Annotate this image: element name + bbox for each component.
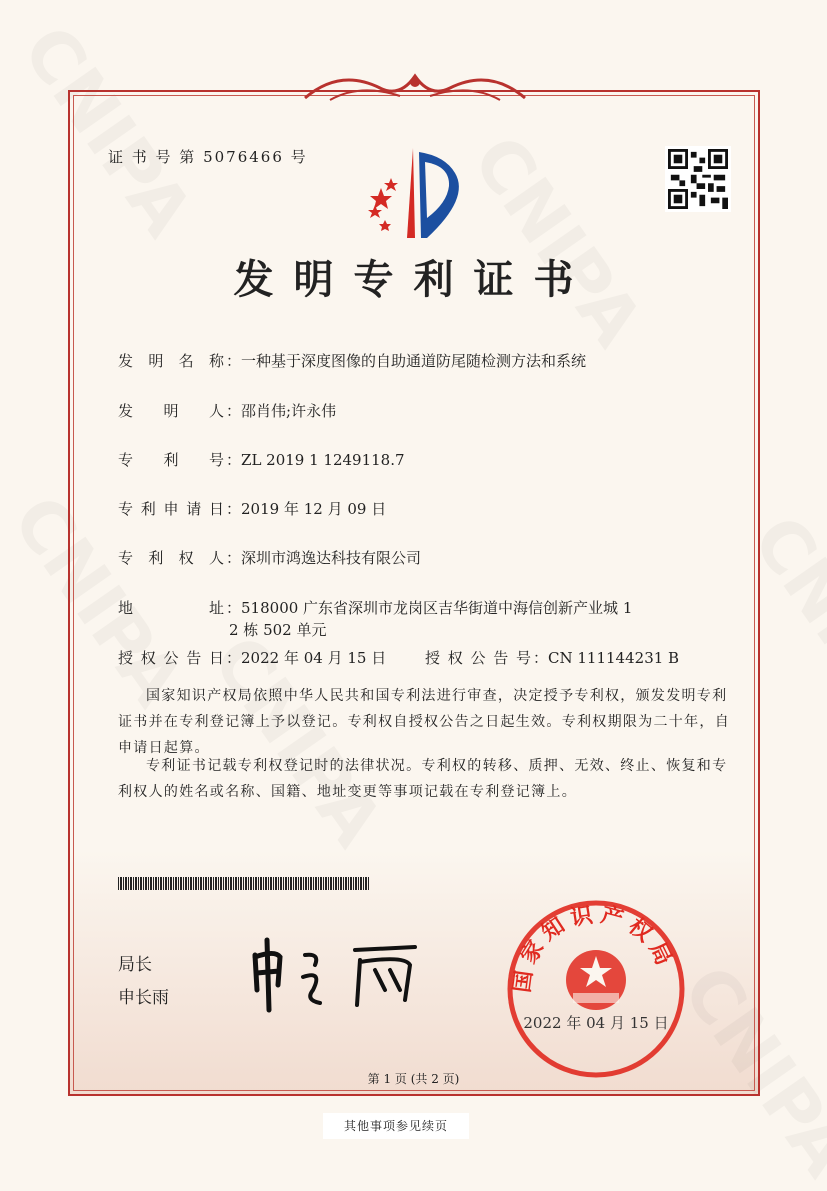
field-application-date: 专利申请日：2019 年 12 月 09 日 — [118, 500, 387, 518]
certificate-number: 证 书 号 第 5076466 号 — [108, 148, 308, 166]
director-name: 申长雨 — [118, 988, 169, 1008]
signature — [245, 935, 435, 1015]
field-address-line2: 2 栋 502 单元 — [229, 621, 327, 639]
statement-paragraph: 国家知识产权局依照中华人民共和国专利法进行审查，决定授予专利权，颁发发明专利证书并在专利登记簿上予以登记。专利权自授权公告之日起生效。专利权期限为二十年，自申请日起算。 — [118, 688, 730, 756]
svg-text:国家知识产权局: 国家知识产权局 — [509, 902, 679, 995]
barcode — [118, 877, 370, 890]
cnipa-logo — [355, 148, 475, 240]
page-number: 第 1 页 (共 2 页) — [367, 1072, 460, 1086]
field-address: 地址：518000 广东省深圳市龙岗区吉华街道中海信创新产业城 1 — [118, 599, 633, 617]
top-ornament — [300, 68, 530, 108]
field-inventors: 发明人：邵肖伟;许永伟 — [118, 402, 337, 420]
seal-date: 2022 年 04 月 15 日 — [523, 1014, 669, 1032]
qr-code — [665, 146, 731, 212]
field-grant-date: 授权公告日：2022 年 04 月 15 日 — [118, 649, 387, 667]
continuation-note: 其他事项参见续页 — [323, 1113, 469, 1139]
field-patent-number: 专利号：ZL 2019 1 1249118.7 — [118, 451, 405, 469]
field-invention-name: 发明名称：一种基于深度图像的自助通道防尾随检测方法和系统 — [118, 352, 587, 370]
page-title: 发明专利证书 — [233, 257, 594, 303]
field-patentee: 专利权人：深圳市鸿逸达科技有限公司 — [118, 549, 422, 567]
official-seal — [505, 898, 687, 1080]
director-title: 局长 — [118, 955, 152, 975]
field-grant-number: 授权公告号：CN 111144231 B — [425, 649, 680, 667]
statement-paragraph: 专利证书记载专利权登记时的法律状况。专利权的转移、质押、无效、终止、恢复和专利权人的姓名或名称、国籍、地址变更等事项记载在专利登记簿上。 — [118, 758, 728, 800]
